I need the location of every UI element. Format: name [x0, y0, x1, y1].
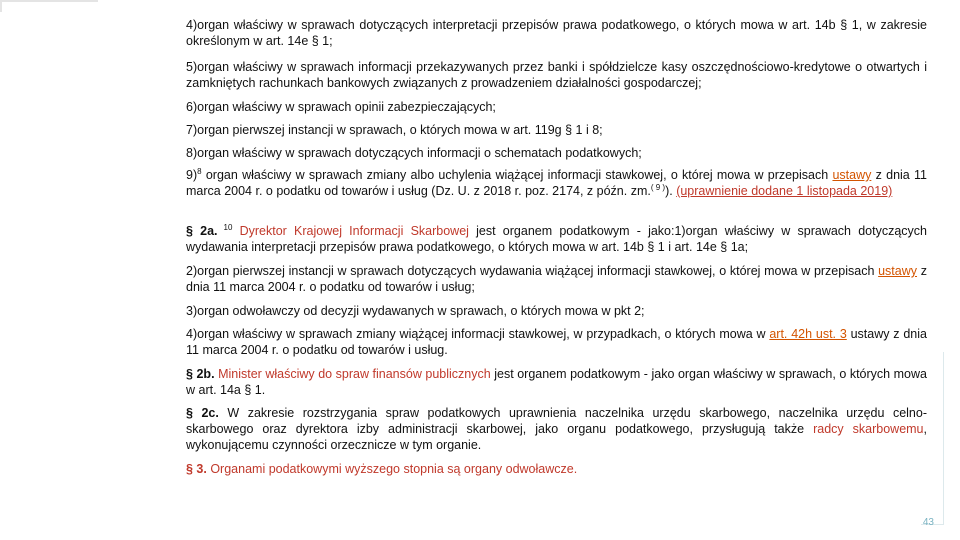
bullet-3-text: Organami podatkowymi wyższego stopnia są organy odwoławcze. [206, 462, 578, 476]
item-6: 6)organ właściwy w sprawach opinii zabezpieczających; [186, 100, 496, 114]
footnote-ref-10[interactable]: 10 [223, 222, 233, 232]
item-9-prefix: 9) [186, 168, 198, 182]
item-9 [186, 167, 927, 199]
ustawy-link-2[interactable]: ustawy [878, 264, 918, 278]
section-3: § 3. [186, 462, 207, 476]
bullet-3 [186, 461, 927, 477]
slide-number: 43 [922, 517, 934, 528]
corner-decoration [0, 0, 98, 12]
dkis-name: Dyrektor Krajowej Informacji Skarbowej [232, 224, 469, 238]
item-7: 7)organ pierwszej instancji w sprawach, o których mowa w art. 119g § 1 i 8; [186, 123, 603, 137]
item-9-text1: organ właściwy w sprawach zmiany albo uchylenia wiążącej informacji stawkowej, o której mowa w przepisach [201, 168, 833, 182]
section-2c: § 2c. [186, 406, 219, 420]
bullet-2a [186, 223, 927, 255]
bullet-2a-text: jest organem podatkowym - jako:1)organ właściwy w sprawach dotyczących wydawania interpretacji przepisów prawa podatkowego, o których mowa w art. 14b § 1 i art. 14e § 1a; [186, 224, 927, 254]
bullet-item-3: 3)organ odwoławczy od decyzji wydawanych w sprawach, o których mowa w pkt 2; [186, 304, 645, 318]
section-2a: § 2a. [186, 224, 218, 238]
item-9-text2: z dnia 11 marca 2004 r. o podatku od towarów i usług (Dz. U. z 2018 r. poz. 2174, z późn. zm. [186, 168, 927, 198]
bullet-item-4 [186, 326, 927, 358]
bullet-2b [186, 366, 927, 398]
item-4: 4)organ właściwy w sprawach dotyczących interpretacji przepisów prawa podatkowego, o których mowa w art. 14b § 1, w zakresie określonym w art. 14e § 1; [186, 18, 927, 48]
item-5: 5)organ właściwy w sprawach informacji przekazywanych przez banki i spółdzielcze kasy oszczędnościowo-kredytowe o otwartych i zamkniętych rachunkach bankowych związanych z prowadzeniem działalności gospodarczej; [186, 60, 927, 90]
bullet-2-text1: 2)organ pierwszej instancji w sprawach dotyczących wydawania wiążącej informacji stawkowej, o której mowa w przepisach [186, 264, 879, 278]
bullet-4-text2: ustawy z dnia 11 marca 2004 r. o podatku od towarów i usług. [186, 327, 927, 357]
bullet-4-text1: 4)organ właściwy w sprawach zmiany wiążącej informacji stawkowej, w przypadkach, o których mowa w [186, 327, 770, 341]
footnote-ref-8[interactable]: 8 [197, 166, 202, 176]
footnote-ref-9[interactable]: ( 9 ) [650, 182, 666, 192]
art-42h-link[interactable]: art. 42h ust. 3 [769, 327, 847, 341]
section-2b: § 2b. [186, 367, 215, 381]
ustawy-link[interactable]: ustawy [832, 168, 872, 182]
bullet-2c-text2: , wykonującemu czynności orzecznicze w tym organie. [186, 422, 927, 452]
bullet-2-text2: z dnia 11 marca 2004 r. o podatku od towarów i usług; [186, 264, 927, 294]
item-8: 8)organ właściwy w sprawach dotyczących informacji o schematach podatkowych; [186, 146, 642, 160]
bullet-2c-text1: W zakresie rozstrzygania spraw podatkowych uprawnienia naczelnika urzędu skarbowego, naczelnika urzędu celno-skarbowego oraz dyrektora izby administracji skarbowej, jako organu podatkowego, przysługują także [186, 406, 927, 436]
radca-skarbowy: radcy skarbowemu [813, 422, 924, 436]
minister-name: Minister właściwy do spraw finansów publicznych [214, 367, 491, 381]
amendment-note: (uprawnienie dodane 1 listopada 2019) [676, 184, 893, 198]
item-9-text3: ). [665, 184, 673, 198]
bullet-item-2 [186, 263, 927, 295]
bullet-2c [186, 405, 927, 453]
bullet-2b-text: jest organem podatkowym - jako organ właściwy w sprawach, o których mowa w art. 14a § 1. [186, 367, 927, 397]
